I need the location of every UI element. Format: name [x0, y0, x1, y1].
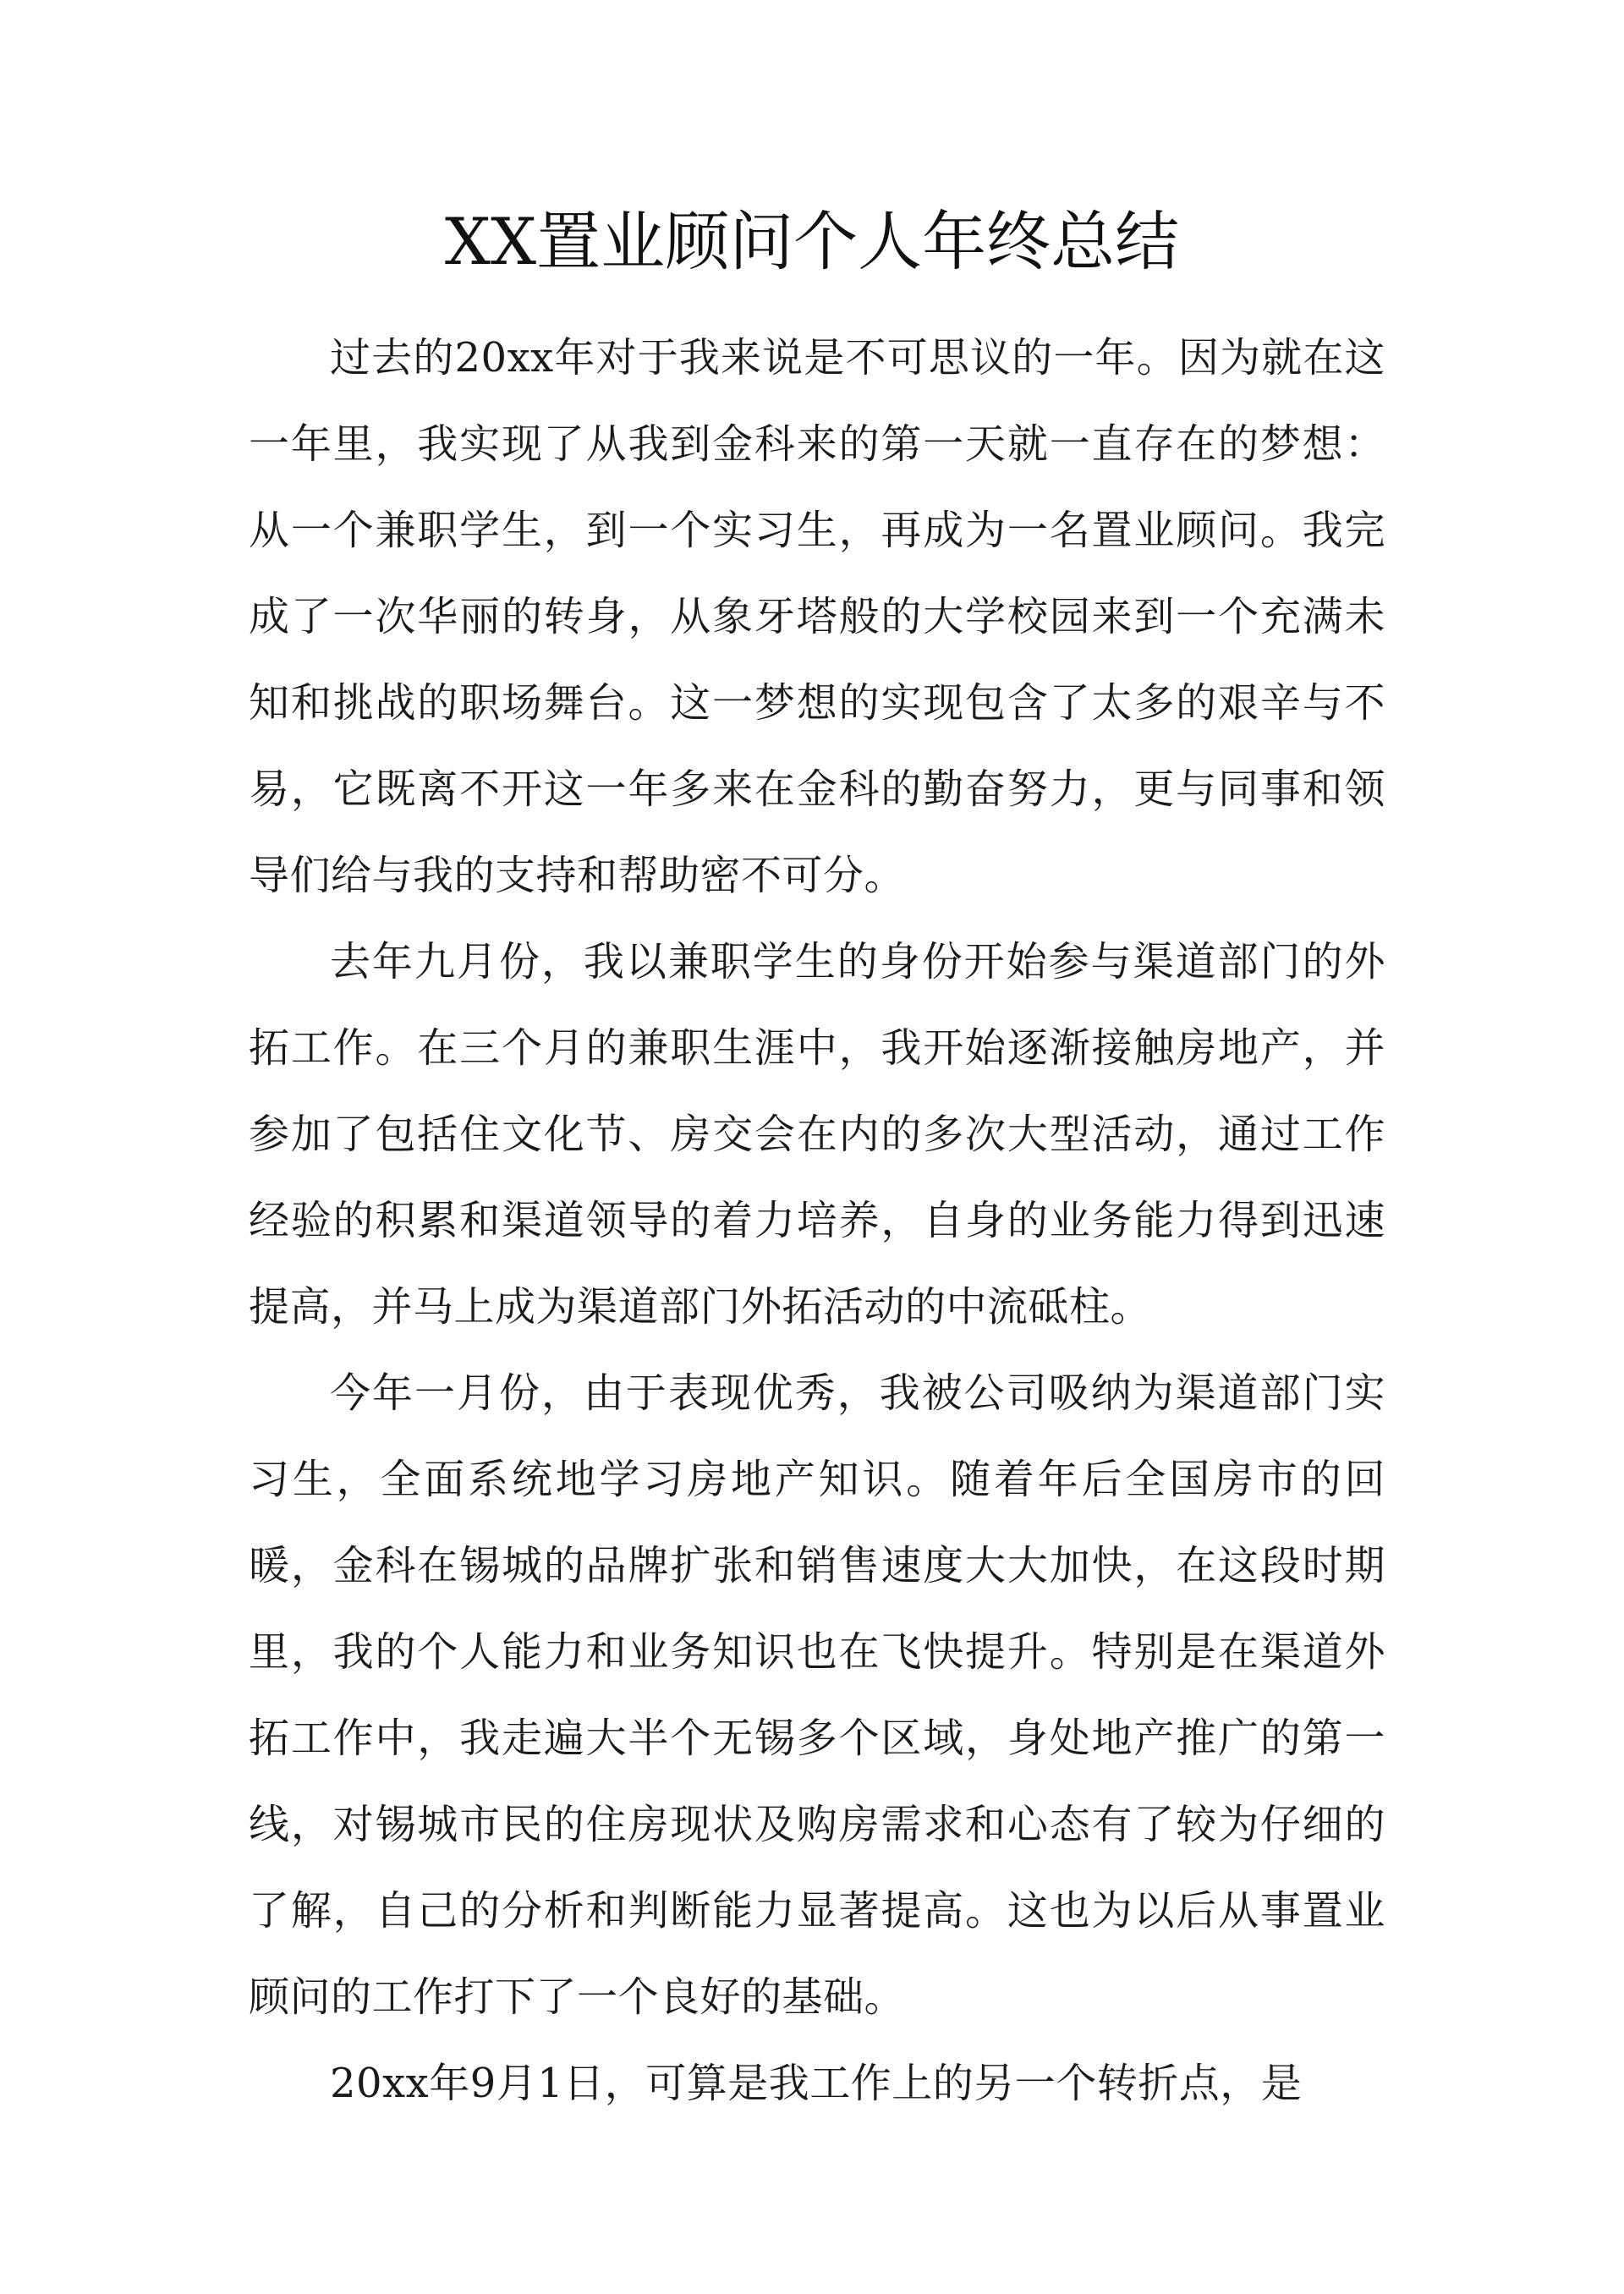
document-body [249, 315, 1385, 2127]
paragraph-1: 过去的20xx年对于我来说是不可思议的一年。因为就在这一年里，我实现了从我到金科来的第一天就一直存在的梦想：从一个兼职学生，到一个实习生，再成为一名置业顾问。我完成了一次华丽的转身，从象牙塔般的大学校园来到一个充满未知和挑战的职场舞台。这一梦想的实现包含了太多的艰辛与不易，它既离不开这一年多来在金科的勤奋努力，更与同事和领导们给与我的支持和帮助密不可分。 [249, 334, 1385, 899]
paragraph-4: 20xx年9月1日，可算是我工作上的另一个转折点，是 [330, 2060, 1303, 2107]
paragraph-2: 去年九月份，我以兼职学生的身份开始参与渠道部门的外拓工作。在三个月的兼职生涯中，我开始逐渐接触房地产，并参加了包括住文化节、房交会在内的多次大型活动，通过工作经验的积累和渠道领导的着力培养，自身的业务能力得到迅速提高，并马上成为渠道部门外拓活动的中流砥柱。 [249, 938, 1385, 1331]
document-title: XX置业顾问个人年终总结 [444, 204, 1180, 279]
paragraph-3: 今年一月份，由于表现优秀，我被公司吸纳为渠道部门实习生，全面系统地学习房地产知识。随着年后全国房市的回暖，金科在锡城的品牌扩张和销售速度大大加快，在这段时期里，我的个人能力和业务知识也在飞快提升。特别是在渠道外拓工作中，我走遍大半个无锡多个区域，身处地产推广的第一线，对锡城市民的住房现状及购房需求和心态有了较为仔细的了解，自己的分析和判断能力显著提高。这也为以后从事置业顾问的工作打下了一个良好的基础。 [249, 1369, 1385, 2021]
